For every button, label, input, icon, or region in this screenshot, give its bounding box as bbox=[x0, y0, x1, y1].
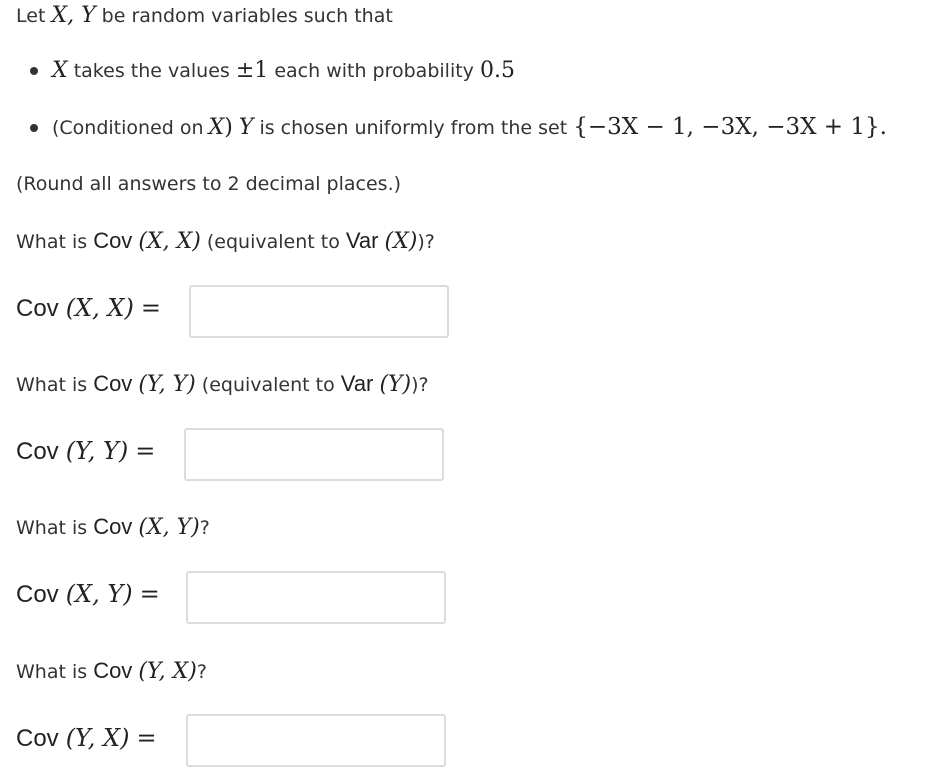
question-end: )? bbox=[417, 231, 435, 253]
intro-text bbox=[16, 5, 393, 27]
label-args: (X, X) bbox=[65, 294, 134, 322]
answer-input-cov-yy[interactable] bbox=[186, 430, 442, 479]
bullet-cond-var: X bbox=[208, 115, 225, 140]
question-prefix: What is bbox=[16, 231, 88, 253]
intro-vars: X, Y bbox=[51, 3, 96, 28]
question-post: (equivalent to bbox=[206, 231, 340, 253]
answer-label-cov-xx bbox=[16, 296, 161, 321]
answer-label-cov-yx bbox=[16, 726, 157, 751]
answer-box-cov-yx[interactable] bbox=[186, 714, 446, 767]
question-args: (X, Y) bbox=[138, 515, 200, 540]
label-eq: = bbox=[135, 437, 156, 465]
question-post: (equivalent to bbox=[201, 374, 335, 396]
question-args: (X, X) bbox=[138, 229, 201, 254]
question-alt-op: Var bbox=[340, 371, 374, 396]
bullet-close: ) bbox=[224, 115, 233, 140]
bullet-text: each with probability bbox=[274, 60, 474, 82]
answer-box-cov-yy[interactable] bbox=[184, 428, 444, 481]
question-cov-xy bbox=[16, 516, 210, 539]
answer-box-cov-xx[interactable] bbox=[189, 285, 449, 338]
question-end: )? bbox=[411, 374, 429, 396]
question-args: (Y, Y) bbox=[138, 372, 196, 397]
bullet-values: ±1 bbox=[235, 58, 269, 83]
question-cov-xx bbox=[16, 230, 435, 253]
bullet-item-x-values bbox=[52, 60, 515, 82]
question-prefix: What is bbox=[16, 517, 88, 539]
question-cov-yy bbox=[16, 373, 429, 396]
question-prefix: What is bbox=[16, 661, 88, 683]
intro-suffix: be random variables such that bbox=[101, 5, 393, 27]
intro-let: Let bbox=[16, 5, 46, 27]
label-eq: = bbox=[140, 294, 161, 322]
label-eq: = bbox=[139, 580, 160, 608]
bullet-var: X bbox=[52, 58, 68, 83]
label-eq: = bbox=[136, 724, 157, 752]
answer-label-cov-xy bbox=[16, 582, 160, 607]
question-alt-args: (X) bbox=[384, 229, 418, 254]
bullet-dot bbox=[30, 124, 38, 132]
question-args: (Y, X) bbox=[138, 659, 197, 684]
answer-input-cov-yx[interactable] bbox=[188, 716, 444, 765]
bullet-var: Y bbox=[238, 115, 254, 140]
question-op: Cov bbox=[93, 228, 133, 253]
answer-box-cov-xy[interactable] bbox=[186, 571, 446, 624]
round-note: (Round all answers to 2 decimal places.) bbox=[16, 173, 402, 195]
question-alt-op: Var bbox=[345, 228, 379, 253]
bullet-text: (Conditioned on bbox=[52, 117, 204, 139]
bullet-prob: 0.5 bbox=[479, 58, 515, 83]
label-op: Cov bbox=[16, 581, 59, 608]
label-args: (X, Y) bbox=[65, 580, 133, 608]
question-cov-yx bbox=[16, 660, 207, 683]
answer-label-cov-yy bbox=[16, 439, 155, 464]
question-end: ? bbox=[196, 661, 207, 683]
label-args: (Y, X) bbox=[65, 724, 130, 752]
question-prefix: What is bbox=[16, 374, 88, 396]
label-args: (Y, Y) bbox=[65, 437, 129, 465]
bullet-set: {−3X − 1, −3X, −3X + 1}. bbox=[573, 114, 887, 140]
bullet-dot bbox=[30, 67, 38, 75]
label-op: Cov bbox=[16, 295, 59, 322]
question-end: ? bbox=[199, 517, 210, 539]
bullet-text: is chosen uniformly from the set bbox=[259, 117, 568, 139]
question-op: Cov bbox=[93, 514, 133, 539]
question-op: Cov bbox=[93, 371, 133, 396]
answer-input-cov-xy[interactable] bbox=[188, 573, 444, 622]
question-op: Cov bbox=[93, 658, 133, 683]
label-op: Cov bbox=[16, 725, 59, 752]
label-op: Cov bbox=[16, 438, 59, 465]
answer-input-cov-xx[interactable] bbox=[191, 287, 447, 336]
bullet-item-y-conditional bbox=[52, 116, 887, 139]
question-alt-args: (Y) bbox=[379, 372, 412, 397]
bullet-text: takes the values bbox=[73, 60, 230, 82]
